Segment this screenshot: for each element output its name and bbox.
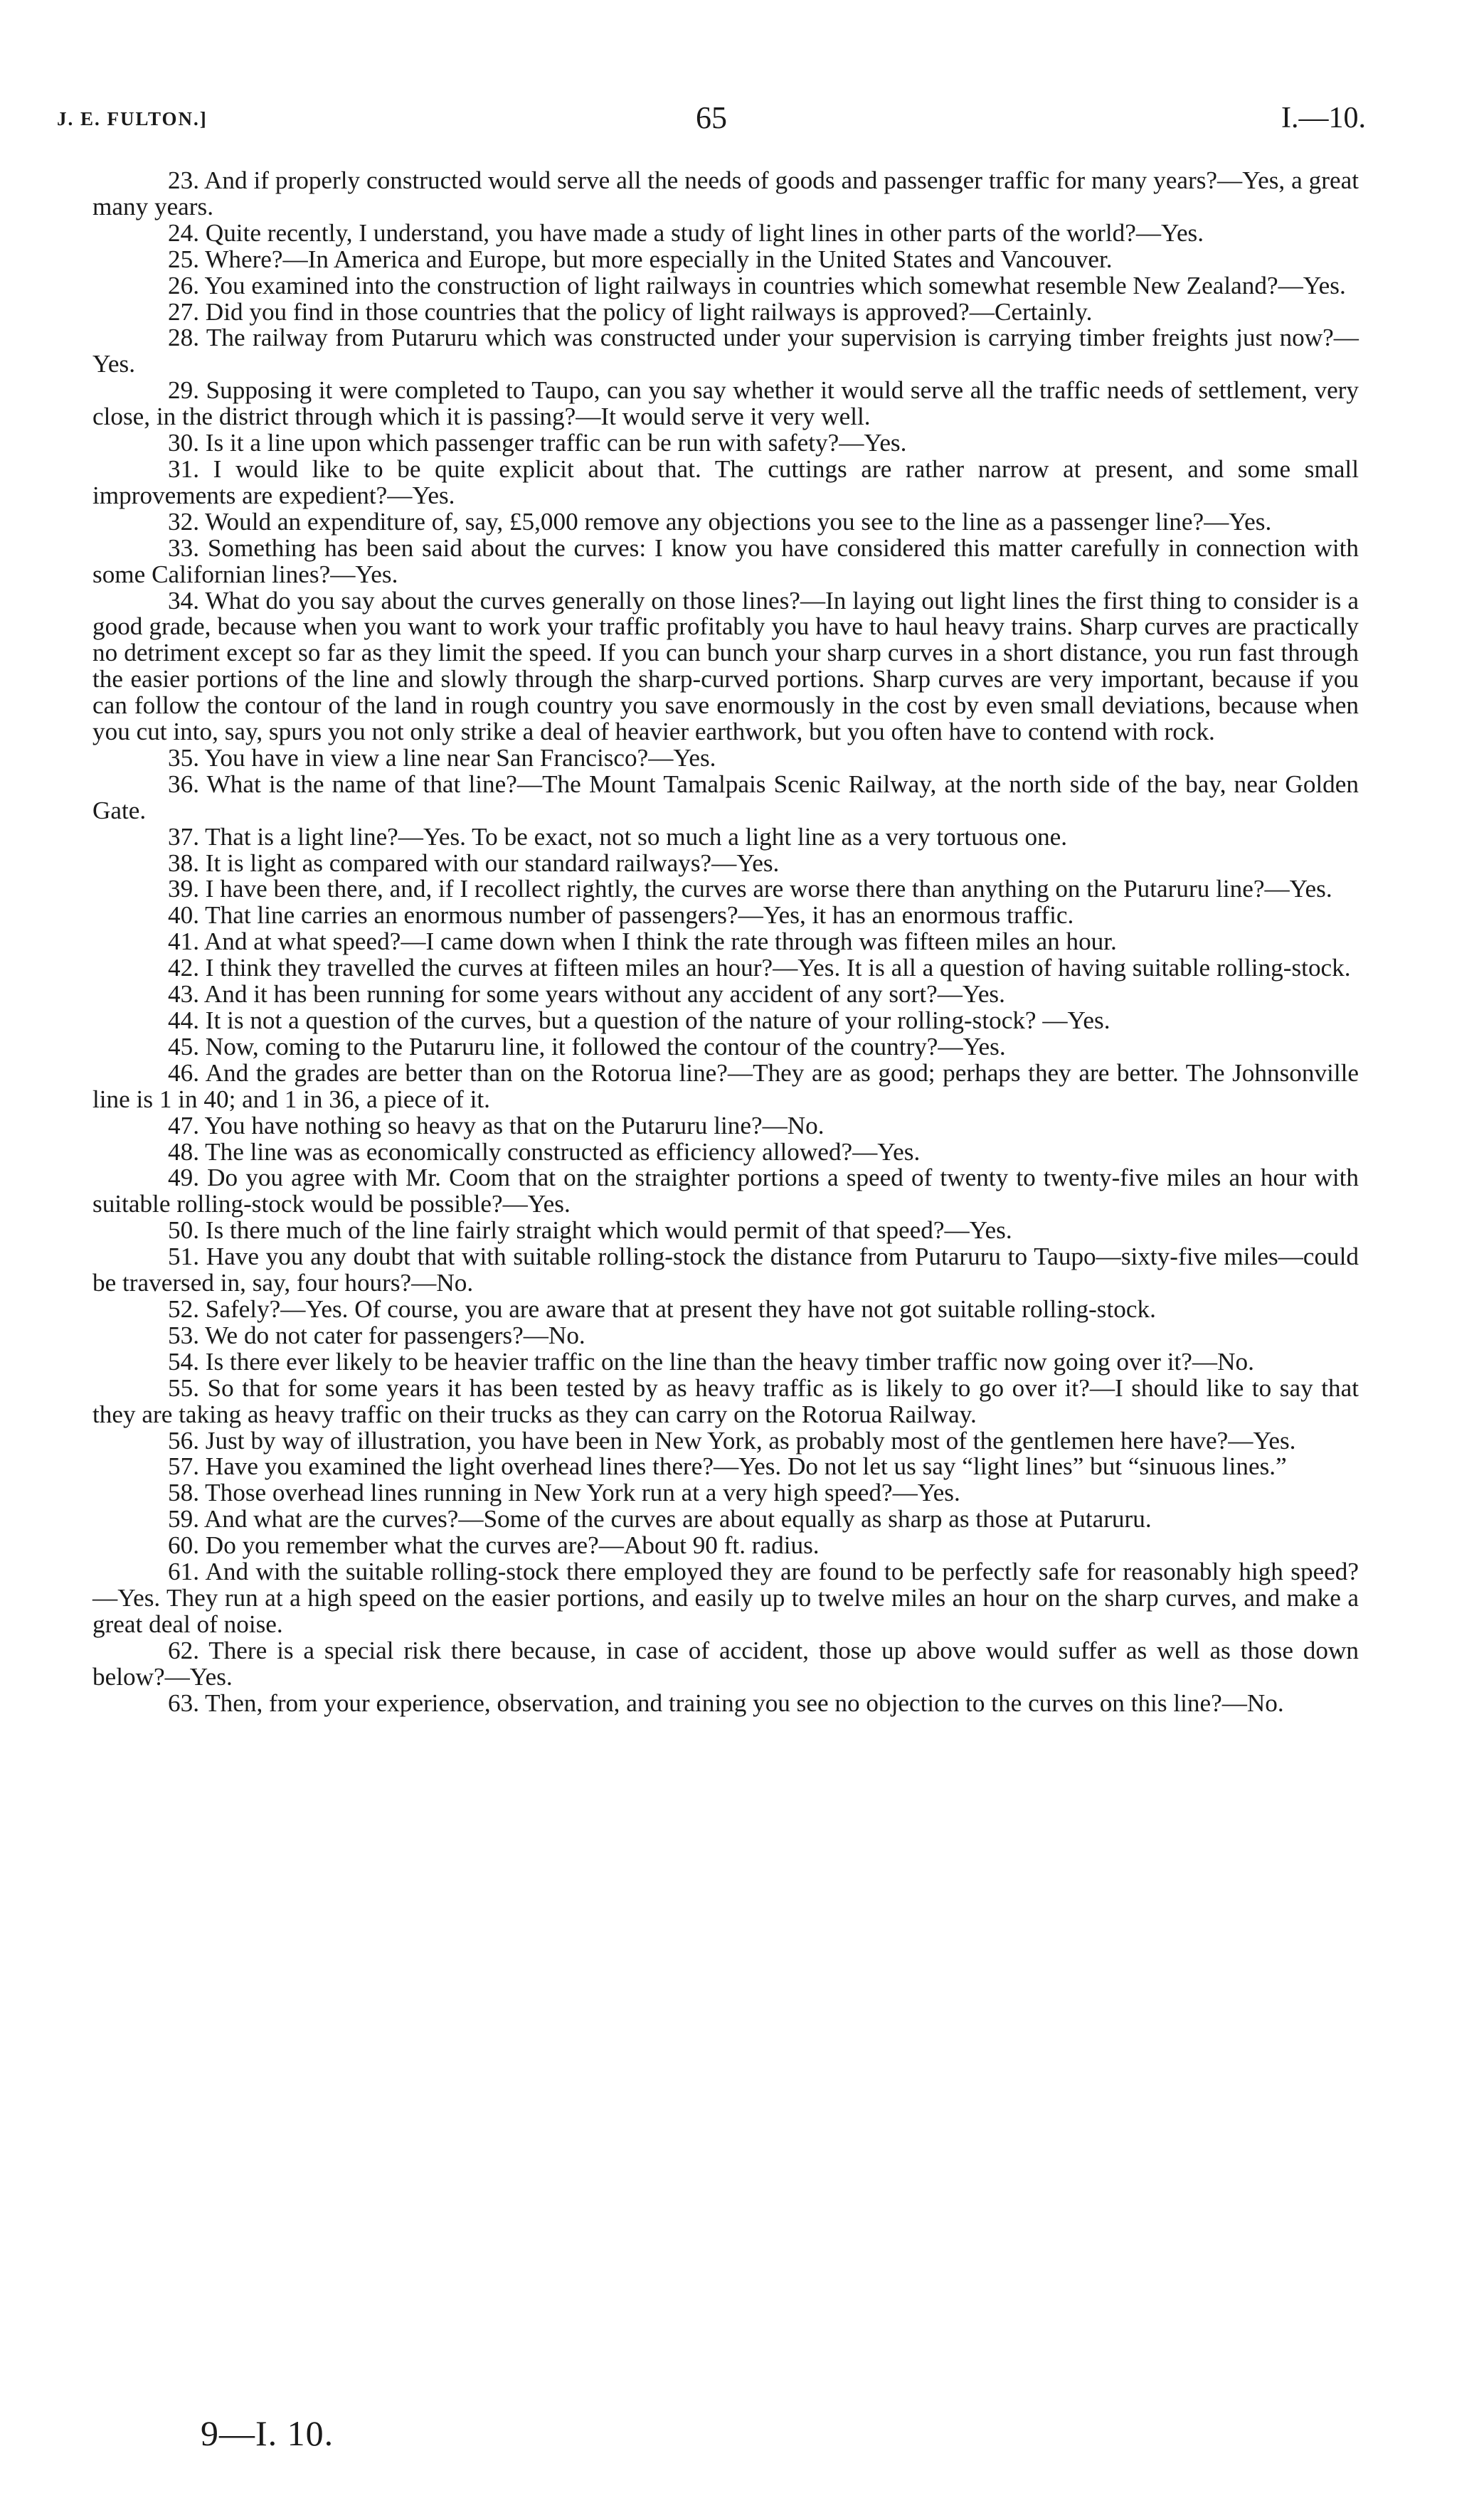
question-paragraph: 55. So that for some years it has been tested by as heavy traffic as is likely to go over it?—I should like to say that they are taking as heavy traffic on their trucks as they can carry on the Rotorua Railway. (92, 1373, 1359, 1428)
question-paragraph: 59. And what are the curves?—Some of the curves are about equally as sharp as those at Putaruru. (168, 1505, 1152, 1533)
question-paragraph: 46. And the grades are better than on the Rotorua line?—They are as good; perhaps they are better. The Johnsonville line is 1 in 40; and 1 in 36, a piece of it. (92, 1058, 1359, 1113)
question-paragraph: 54. Is there ever likely to be heavier traffic on the line than the heavy timber traffic now going over it?—No. (168, 1347, 1254, 1376)
question-paragraph: 27. Did you find in those countries that the policy of light railways is approved?—Certainly. (168, 297, 1093, 326)
evidence-text (92, 168, 1359, 1716)
question-paragraph: 24. Quite recently, I understand, you have made a study of light lines in other parts of the world?—Yes. (168, 218, 1204, 247)
question-paragraph: 26. You examined into the construction of light railways in countries which somewhat resemble New Zealand?—Yes. (168, 271, 1346, 299)
question-paragraph: 57. Have you examined the light overhead lines there?—Yes. Do not let us say “light lines” but “sinuous lines.” (168, 1452, 1287, 1481)
question-paragraph: 61. And with the suitable rolling-stock there employed they are found to be perfectly safe for reasonably high speed?—Yes. They run at a high speed on the easier portions, and easily up to twelve miles an hour on the sharp curves, and make a great deal of noise. (92, 1558, 1359, 1638)
document-reference: I.—10. (1281, 102, 1366, 134)
question-paragraph: 31. I would like to be quite explicit about that. The cuttings are rather narrow at present, and some small improvements are expedient?—Yes. (92, 454, 1359, 509)
question-paragraph: 44. It is not a question of the curves, but a question of the nature of your rolling-stock? —Yes. (168, 1006, 1110, 1034)
question-paragraph: 32. Would an expenditure of, say, £5,000 remove any objections you see to the line as a passenger line?—Yes. (168, 507, 1272, 536)
page-number: 65 (696, 100, 727, 135)
question-paragraph: 40. That line carries an enormous number of passengers?—Yes, it has an enormous traffic. (168, 901, 1074, 930)
question-paragraph: 25. Where?—In America and Europe, but more especially in the United States and Vancouver. (168, 245, 1113, 273)
question-paragraph: 58. Those overhead lines running in New York run at a very high speed?—Yes. (168, 1479, 960, 1507)
question-paragraph: 35. You have in view a line near San Francisco?—Yes. (168, 743, 716, 772)
question-paragraph: 50. Is there much of the line fairly straight which would permit of that speed?—Yes. (168, 1216, 1012, 1245)
question-paragraph: 42. I think they travelled the curves at fifteen miles an hour?—Yes. It is all a question of having suitable rolling-stock. (168, 954, 1351, 982)
question-paragraph: 33. Something has been said about the curves: I know you have considered this matter carefully in connection with some Californian lines?—Yes. (92, 533, 1359, 588)
question-paragraph: 43. And it has been running for some years without any accident of any sort?—Yes. (168, 980, 1005, 1009)
question-paragraph: 53. We do not cater for passengers?—No. (168, 1321, 585, 1349)
question-paragraph: 37. That is a light line?—Yes. To be exact, not so much a light line as a very tortuous one. (168, 822, 1068, 851)
question-paragraph: 63. Then, from your experience, observation, and training you see no objection to the curves on this line?—No. (168, 1689, 1284, 1717)
question-paragraph: 51. Have you any doubt that with suitable rolling-stock the distance from Putaruru to Taupo—sixty-five miles—could be traversed in, say, four hours?—No. (92, 1243, 1359, 1297)
question-paragraph: 23. And if properly constructed would serve all the needs of goods and passenger traffic for many years?—Yes, a great many years. (92, 166, 1359, 220)
question-paragraph: 47. You have nothing so heavy as that on the Putaruru line?—No. (168, 1111, 825, 1139)
question-paragraph: 34. What do you say about the curves generally on those lines?—In laying out light lines the first thing to consider is a good grade, because when you want to work your traffic profitably you have to haul heavy trains. Sharp curves are practically no detriment except so far as they limit the speed. If you can bunch your sharp curves in a short distance, you run fast through the easier portions of the line and slowly through the sharp-curved portions. Sharp curves are very important, because if you can follow the contour of the land in rough country you save enormously in the cost by even small deviations, because when you cut into, say, spurs you not only strike a deal of heavier earthwork, but you often have to contend with rock. (92, 586, 1359, 746)
printer-signature: 9—I. 10. (201, 2413, 334, 2453)
page-header (57, 100, 1366, 142)
question-paragraph: 62. There is a special risk there because, in case of accident, those up above would suffer as well as those down below?—Yes. (92, 1636, 1359, 1691)
question-paragraph: 45. Now, coming to the Putaruru line, it followed the contour of the country?—Yes. (168, 1032, 1006, 1060)
question-paragraph: 48. The line was as economically constructed as efficiency allowed?—Yes. (168, 1137, 921, 1166)
header-witness-name: J. E. FULTON.] (57, 108, 208, 129)
question-paragraph: 29. Supposing it were completed to Taupo, can you say whether it would serve all the traffic needs of settlement, very close, in the district through which it is passing?—It would serve it very well. (92, 376, 1359, 431)
question-paragraph: 39. I have been there, and, if I recollect rightly, the curves are worse there than anything on the Putaruru line?—Yes. (168, 875, 1332, 903)
question-paragraph: 36. What is the name of that line?—The Mount Tamalpais Scenic Railway, at the north side of the bay, near Golden Gate. (92, 770, 1359, 824)
question-paragraph: 38. It is light as compared with our standard railways?—Yes. (168, 849, 780, 877)
question-paragraph: 30. Is it a line upon which passenger traffic can be run with safety?—Yes. (168, 429, 907, 457)
question-paragraph: 41. And at what speed?—I came down when I think the rate through was fifteen miles an hour. (168, 927, 1117, 956)
question-paragraph: 49. Do you agree with Mr. Coom that on the straighter portions a speed of twenty to twenty-five miles an hour with suitable rolling-stock would be possible?—Yes. (92, 1164, 1359, 1218)
question-paragraph: 52. Safely?—Yes. Of course, you are aware that at present they have not got suitable rolling-stock. (168, 1294, 1156, 1323)
question-paragraph: 56. Just by way of illustration, you have been in New York, as probably most of the gentlemen here have?—Yes. (168, 1426, 1296, 1455)
question-paragraph: 28. The railway from Putaruru which was constructed under your supervision is carrying timber freights just now?—Yes. (92, 324, 1359, 378)
question-paragraph: 60. Do you remember what the curves are?—About 90 ft. radius. (168, 1531, 820, 1560)
